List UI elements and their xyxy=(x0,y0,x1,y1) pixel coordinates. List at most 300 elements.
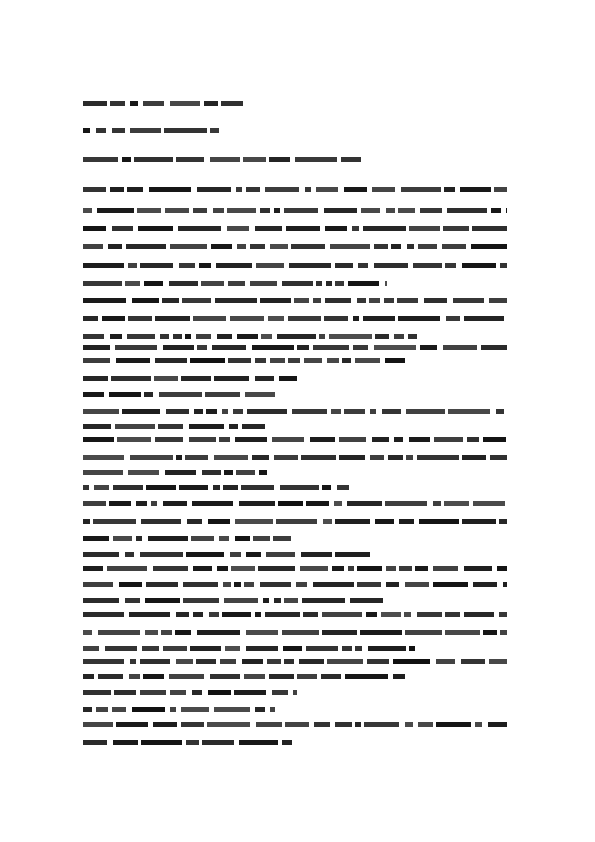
text-word-stroke xyxy=(164,128,207,133)
text-word-stroke xyxy=(358,263,368,268)
text-word-stroke xyxy=(391,244,401,249)
text-word-stroke xyxy=(110,187,124,192)
text-word-stroke xyxy=(130,455,173,460)
text-word-stroke xyxy=(83,263,124,268)
text-word-stroke xyxy=(445,630,480,635)
text-line xyxy=(83,646,419,652)
text-word-stroke xyxy=(190,646,221,651)
text-word-stroke xyxy=(419,519,459,524)
text-word-stroke xyxy=(282,630,319,635)
text-word-stroke xyxy=(191,536,214,541)
text-word-stroke xyxy=(433,501,441,506)
text-word-stroke xyxy=(324,208,357,213)
text-word-stroke xyxy=(267,659,281,664)
text-word-stroke xyxy=(386,566,396,571)
text-word-stroke xyxy=(286,226,320,231)
text-word-stroke xyxy=(170,690,186,695)
text-word-stroke xyxy=(193,566,212,571)
text-word-stroke xyxy=(382,409,401,414)
text-word-stroke xyxy=(436,659,455,664)
text-word-stroke xyxy=(155,437,183,442)
text-word-stroke xyxy=(293,690,297,695)
text-line xyxy=(83,501,507,507)
text-line xyxy=(83,437,507,443)
text-word-stroke xyxy=(364,722,399,727)
text-line xyxy=(83,281,387,287)
text-word-stroke xyxy=(222,612,251,617)
text-word-stroke xyxy=(236,187,242,192)
text-word-stroke xyxy=(256,263,284,268)
text-word-stroke xyxy=(464,566,492,571)
text-word-stroke xyxy=(122,409,160,414)
text-word-stroke xyxy=(266,552,295,557)
text-word-stroke xyxy=(115,345,157,350)
text-word-stroke xyxy=(125,598,140,603)
text-word-stroke xyxy=(83,187,106,192)
text-word-stroke xyxy=(83,409,119,414)
text-word-stroke xyxy=(500,630,507,635)
text-word-stroke xyxy=(276,519,317,524)
text-word-stroke xyxy=(210,674,240,679)
text-word-stroke xyxy=(202,740,234,745)
text-word-stroke xyxy=(222,409,228,414)
text-word-stroke xyxy=(444,501,469,506)
text-word-stroke xyxy=(163,646,187,651)
text-word-stroke xyxy=(284,598,298,603)
text-word-stroke xyxy=(464,612,494,617)
text-word-stroke xyxy=(201,281,224,286)
text-word-stroke xyxy=(360,630,402,635)
text-word-stroke xyxy=(269,674,294,679)
text-word-stroke xyxy=(129,674,140,679)
text-word-stroke xyxy=(399,519,414,524)
text-word-stroke xyxy=(176,455,182,460)
text-word-stroke xyxy=(282,740,292,745)
text-word-stroke xyxy=(499,519,507,524)
text-word-stroke xyxy=(301,455,336,460)
text-word-stroke xyxy=(138,226,173,231)
text-word-stroke xyxy=(334,501,342,506)
text-word-stroke xyxy=(176,157,204,162)
text-word-stroke xyxy=(165,470,196,475)
text-word-stroke xyxy=(255,612,261,617)
text-word-stroke xyxy=(197,187,231,192)
text-word-stroke xyxy=(473,501,505,506)
text-word-stroke xyxy=(327,659,363,664)
text-word-stroke xyxy=(83,707,92,712)
text-word-stroke xyxy=(274,455,298,460)
text-line xyxy=(83,519,507,525)
text-word-stroke xyxy=(110,334,122,339)
text-word-stroke xyxy=(388,455,403,460)
text-word-stroke xyxy=(316,187,338,192)
text-word-stroke xyxy=(163,501,187,506)
text-word-stroke xyxy=(179,263,195,268)
text-word-stroke xyxy=(83,674,94,679)
text-word-stroke xyxy=(166,409,189,414)
text-word-stroke xyxy=(143,674,164,679)
text-line xyxy=(83,470,267,476)
text-word-stroke xyxy=(386,582,399,587)
text-word-stroke xyxy=(406,455,413,460)
text-word-stroke xyxy=(255,358,266,363)
text-word-stroke xyxy=(497,566,507,571)
text-word-stroke xyxy=(145,598,180,603)
text-word-stroke xyxy=(291,244,325,249)
text-word-stroke xyxy=(277,334,316,339)
text-word-stroke xyxy=(368,646,406,651)
text-word-stroke xyxy=(109,501,131,506)
text-word-stroke xyxy=(234,690,266,695)
text-word-stroke xyxy=(165,208,189,213)
text-word-stroke xyxy=(393,674,405,679)
text-word-stroke xyxy=(83,358,110,363)
text-word-stroke xyxy=(278,501,303,506)
text-word-stroke xyxy=(228,281,245,286)
text-word-stroke xyxy=(239,740,278,745)
text-word-stroke xyxy=(355,358,380,363)
text-word-stroke xyxy=(175,630,191,635)
text-word-stroke xyxy=(301,552,332,557)
text-line xyxy=(83,707,275,713)
text-word-stroke xyxy=(283,646,302,651)
text-word-stroke xyxy=(83,722,113,727)
text-word-stroke xyxy=(417,455,459,460)
text-word-stroke xyxy=(142,646,159,651)
text-word-stroke xyxy=(483,437,506,442)
text-word-stroke xyxy=(263,598,269,603)
text-word-stroke xyxy=(344,187,367,192)
text-line xyxy=(83,226,507,232)
text-line xyxy=(83,345,507,351)
text-word-stroke xyxy=(242,659,263,664)
text-word-stroke xyxy=(284,659,294,664)
text-word-stroke xyxy=(342,358,351,363)
text-word-stroke xyxy=(230,316,264,321)
text-word-stroke xyxy=(386,208,395,213)
text-word-stroke xyxy=(398,208,415,213)
text-word-stroke xyxy=(325,226,347,231)
text-word-stroke xyxy=(224,470,233,475)
text-line xyxy=(83,485,349,491)
text-word-stroke xyxy=(102,316,125,321)
text-word-stroke xyxy=(199,263,211,268)
text-word-stroke xyxy=(235,437,267,442)
text-word-stroke xyxy=(155,358,187,363)
text-word-stroke xyxy=(169,674,204,679)
text-word-stroke xyxy=(269,157,290,162)
text-word-stroke xyxy=(252,455,269,460)
text-word-stroke xyxy=(399,566,412,571)
text-word-stroke xyxy=(83,690,111,695)
text-word-stroke xyxy=(190,358,225,363)
text-word-stroke xyxy=(161,630,172,635)
text-word-stroke xyxy=(314,722,330,727)
text-word-stroke xyxy=(256,722,282,727)
text-word-stroke xyxy=(417,612,442,617)
text-word-stroke xyxy=(279,376,297,381)
text-word-stroke xyxy=(158,424,183,429)
text-word-stroke xyxy=(353,316,359,321)
text-word-stroke xyxy=(415,566,428,571)
text-word-stroke xyxy=(134,157,173,162)
text-word-stroke xyxy=(179,485,208,490)
text-word-stroke xyxy=(83,740,107,745)
text-word-stroke xyxy=(189,424,224,429)
text-word-stroke xyxy=(109,392,141,397)
text-word-stroke xyxy=(114,690,136,695)
text-word-stroke xyxy=(259,470,267,475)
text-word-stroke xyxy=(372,187,395,192)
text-word-stroke xyxy=(239,501,275,506)
text-word-stroke xyxy=(83,659,124,664)
text-word-stroke xyxy=(83,566,103,571)
text-word-stroke xyxy=(155,316,190,321)
text-word-stroke xyxy=(163,345,194,350)
text-word-stroke xyxy=(335,519,370,524)
text-word-stroke xyxy=(418,722,433,727)
text-word-stroke xyxy=(313,582,354,587)
text-word-stroke xyxy=(246,646,278,651)
text-word-stroke xyxy=(154,376,178,381)
text-word-stroke xyxy=(83,226,106,231)
text-word-stroke xyxy=(83,244,103,249)
text-word-stroke xyxy=(319,334,325,339)
text-word-stroke xyxy=(159,392,202,397)
text-word-stroke xyxy=(322,612,362,617)
text-word-stroke xyxy=(335,722,352,727)
text-word-stroke xyxy=(327,358,339,363)
text-word-stroke xyxy=(227,208,256,213)
text-word-stroke xyxy=(404,612,411,617)
text-word-stroke xyxy=(212,345,246,350)
text-word-stroke xyxy=(83,552,119,557)
text-word-stroke xyxy=(350,598,383,603)
text-word-stroke xyxy=(341,157,361,162)
text-word-stroke xyxy=(261,334,272,339)
text-word-stroke xyxy=(397,298,418,303)
text-word-stroke xyxy=(443,226,469,231)
text-word-stroke xyxy=(363,316,395,321)
text-word-stroke xyxy=(500,263,507,268)
text-word-stroke xyxy=(506,208,507,213)
text-line xyxy=(83,722,507,728)
text-word-stroke xyxy=(496,409,504,414)
text-word-stroke xyxy=(83,598,119,603)
text-word-stroke xyxy=(409,226,440,231)
text-word-stroke xyxy=(353,345,368,350)
text-word-stroke xyxy=(136,501,147,506)
text-word-stroke xyxy=(244,674,265,679)
text-word-stroke xyxy=(296,582,307,587)
text-word-stroke xyxy=(148,536,188,541)
text-word-stroke xyxy=(140,263,173,268)
text-word-stroke xyxy=(246,552,261,557)
text-word-stroke xyxy=(83,392,104,397)
text-word-stroke xyxy=(181,376,211,381)
text-word-stroke xyxy=(193,612,203,617)
text-word-stroke xyxy=(306,501,329,506)
text-line xyxy=(83,157,361,163)
text-word-stroke xyxy=(128,470,159,475)
text-word-stroke xyxy=(366,612,377,617)
text-word-stroke xyxy=(473,582,497,587)
text-word-stroke xyxy=(187,519,202,524)
text-word-stroke xyxy=(361,208,380,213)
text-word-stroke xyxy=(83,316,98,321)
text-word-stroke xyxy=(204,101,218,106)
text-word-stroke xyxy=(112,707,126,712)
text-word-stroke xyxy=(83,157,118,162)
text-word-stroke xyxy=(140,552,183,557)
text-word-stroke xyxy=(483,630,497,635)
text-word-stroke xyxy=(210,128,219,133)
text-word-stroke xyxy=(374,263,408,268)
text-word-stroke xyxy=(260,208,270,213)
text-word-stroke xyxy=(194,409,203,414)
text-word-stroke xyxy=(111,376,151,381)
text-word-stroke xyxy=(235,536,250,541)
text-word-stroke xyxy=(265,612,300,617)
text-word-stroke xyxy=(405,722,413,727)
text-word-stroke xyxy=(132,707,165,712)
text-word-stroke xyxy=(197,630,240,635)
text-word-stroke xyxy=(214,455,248,460)
text-word-stroke xyxy=(503,582,507,587)
text-word-stroke xyxy=(375,334,389,339)
text-word-stroke xyxy=(186,740,199,745)
text-word-stroke xyxy=(313,345,349,350)
text-word-stroke xyxy=(219,536,229,541)
text-word-stroke xyxy=(247,409,287,414)
text-word-stroke xyxy=(408,334,417,339)
text-word-stroke xyxy=(436,722,471,727)
text-word-stroke xyxy=(255,376,274,381)
text-word-stroke xyxy=(367,659,389,664)
text-word-stroke xyxy=(97,208,134,213)
text-word-stroke xyxy=(265,187,299,192)
text-word-stroke xyxy=(231,566,255,571)
text-word-stroke xyxy=(210,157,240,162)
text-word-stroke xyxy=(130,128,161,133)
text-word-stroke xyxy=(270,244,288,249)
text-word-stroke xyxy=(237,334,258,339)
text-word-stroke xyxy=(445,263,456,268)
text-word-stroke xyxy=(132,298,159,303)
text-word-stroke xyxy=(113,485,143,490)
text-word-stroke xyxy=(325,298,351,303)
text-word-stroke xyxy=(130,101,138,106)
text-line xyxy=(83,244,507,250)
text-word-stroke xyxy=(252,345,294,350)
text-word-stroke xyxy=(398,316,440,321)
text-word-stroke xyxy=(489,298,507,303)
text-word-stroke xyxy=(96,128,106,133)
text-word-stroke xyxy=(98,630,140,635)
text-word-stroke xyxy=(355,646,362,651)
text-word-stroke xyxy=(316,281,322,286)
text-word-stroke xyxy=(445,612,460,617)
text-word-stroke xyxy=(224,598,258,603)
text-word-stroke xyxy=(183,582,218,587)
text-word-stroke xyxy=(369,298,380,303)
text-word-stroke xyxy=(401,187,441,192)
text-line xyxy=(83,101,243,107)
text-word-stroke xyxy=(295,157,337,162)
text-word-stroke xyxy=(112,128,125,133)
text-line xyxy=(83,187,507,193)
text-word-stroke xyxy=(462,519,496,524)
text-line xyxy=(83,376,297,382)
text-word-stroke xyxy=(105,646,137,651)
text-word-stroke xyxy=(324,316,348,321)
text-word-stroke xyxy=(209,612,219,617)
text-word-stroke xyxy=(304,358,322,363)
text-word-stroke xyxy=(213,208,224,213)
text-word-stroke xyxy=(446,316,460,321)
text-word-stroke xyxy=(363,226,406,231)
text-line xyxy=(83,424,265,430)
text-word-stroke xyxy=(160,334,169,339)
text-word-stroke xyxy=(83,612,124,617)
text-word-stroke xyxy=(196,659,216,664)
text-line xyxy=(83,334,419,340)
text-word-stroke xyxy=(424,298,447,303)
text-word-stroke xyxy=(274,208,280,213)
text-word-stroke xyxy=(245,392,275,397)
text-word-stroke xyxy=(326,281,332,286)
text-word-stroke xyxy=(217,334,232,339)
text-word-stroke xyxy=(125,552,134,557)
text-word-stroke xyxy=(107,566,147,571)
text-word-stroke xyxy=(108,244,122,249)
text-word-stroke xyxy=(420,208,442,213)
text-word-stroke xyxy=(272,437,304,442)
text-word-stroke xyxy=(405,630,442,635)
text-word-stroke xyxy=(385,501,427,506)
text-word-stroke xyxy=(394,437,403,442)
text-word-stroke xyxy=(116,722,148,727)
text-word-stroke xyxy=(405,582,429,587)
text-word-stroke xyxy=(481,345,507,350)
text-word-stroke xyxy=(83,646,99,651)
text-word-stroke xyxy=(83,485,89,490)
text-word-stroke xyxy=(197,345,207,350)
text-word-stroke xyxy=(461,659,485,664)
text-word-stroke xyxy=(214,707,250,712)
text-word-stroke xyxy=(217,566,228,571)
text-word-stroke xyxy=(146,582,178,587)
text-word-stroke xyxy=(337,485,349,490)
text-word-stroke xyxy=(225,646,240,651)
text-word-stroke xyxy=(214,376,249,381)
text-line xyxy=(83,690,297,696)
text-word-stroke xyxy=(339,437,366,442)
text-word-stroke xyxy=(460,187,491,192)
text-word-stroke xyxy=(258,566,295,571)
text-line xyxy=(83,128,219,134)
text-word-stroke xyxy=(115,424,155,429)
text-word-stroke xyxy=(136,536,142,541)
text-word-stroke xyxy=(183,598,219,603)
text-word-stroke xyxy=(246,187,260,192)
text-line xyxy=(83,582,507,588)
text-word-stroke xyxy=(302,598,345,603)
text-word-stroke xyxy=(321,674,341,679)
text-word-stroke xyxy=(153,566,188,571)
text-word-stroke xyxy=(322,485,331,490)
text-word-stroke xyxy=(385,281,387,286)
